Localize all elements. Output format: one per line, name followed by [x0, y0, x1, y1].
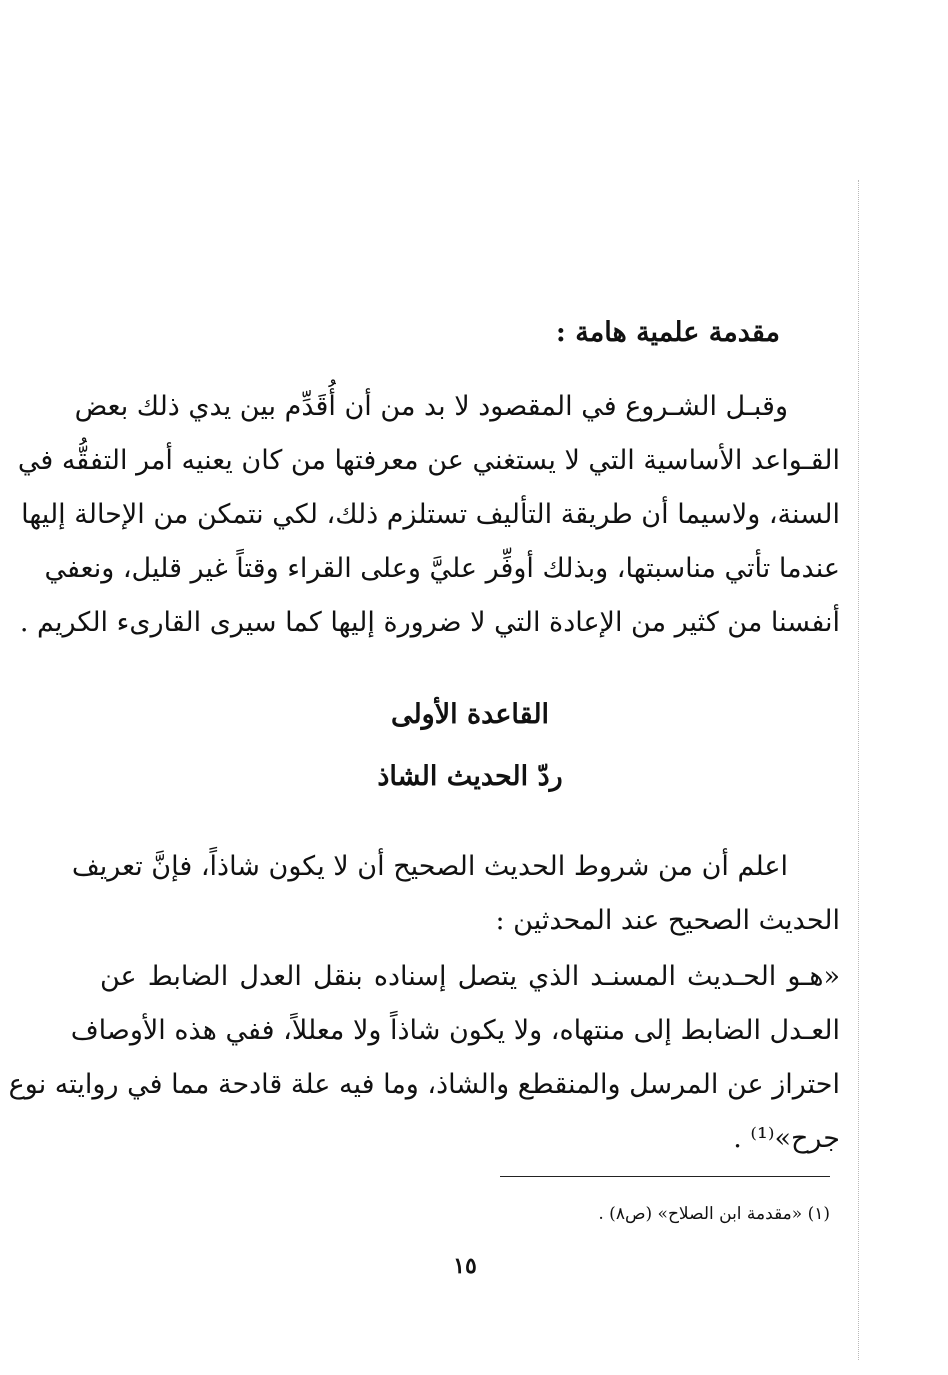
quote-line-3: احتراز عن المرسل والمنقطع والشاذ، وما فيه علة قادحة مما في روايته نوع — [8, 1069, 840, 1100]
definition-line-1: اعلم أن من شروط الحديث الصحيح أن لا يكون شاذاً، فإنَّ تعريف — [71, 851, 788, 882]
rule-heading: القاعدة الأولى — [390, 699, 550, 730]
scan-edge-line — [858, 180, 859, 1360]
section-heading-intro: مقدمة علمية هامة : — [555, 317, 780, 348]
footnote: (١) «مقدمة ابن الصلاح» (ص٨) . — [598, 1204, 830, 1224]
quote-line-2: العـدل الضابط إلى منتهاه، ولا يكون شاذاً ولا معللاً، ففي هذه الأوصاف — [70, 1015, 840, 1046]
quote-line-4: جرح»⁽¹⁾ . — [733, 1123, 840, 1154]
intro-paragraph — [17, 380, 840, 650]
quote-line-1: «هـو الحـديث المسنـد الذي يتصل إسناده بنقل العدل الضابط عن — [100, 961, 840, 992]
intro-line-4: عندما تأتي مناسبتها، وبذلك أوفِّر عليَّ وعلى القراء وقتاً غير قليل، ونعفي — [44, 553, 840, 584]
intro-line-1: وقبـل الشـروع في المقصود لا بد من أن أُقَدِّم بين يدي ذلك بعض — [74, 391, 788, 422]
definition-line-2: الحديث الصحيح عند المحدثين : — [495, 905, 840, 936]
intro-line-2: القـواعد الأساسية التي لا يستغني عن معرفتها من كان يعنيه أمر التفقُّه في — [17, 445, 840, 476]
quote-paragraph — [8, 950, 840, 1166]
definition-paragraph — [71, 840, 840, 948]
footnote-divider — [500, 1176, 830, 1177]
intro-line-3: السنة، ولاسيما أن طريقة التأليف تستلزم ذلك، لكي نتمكن من الإحالة إليها — [21, 499, 840, 530]
intro-line-5: أنفسنا من كثير من الإعادة التي لا ضرورة إليها كما سيرى القارىء الكريم . — [19, 607, 840, 638]
page-number: ١٥ — [453, 1253, 477, 1279]
rule-subheading: ردّ الحديث الشاذ — [377, 761, 563, 792]
